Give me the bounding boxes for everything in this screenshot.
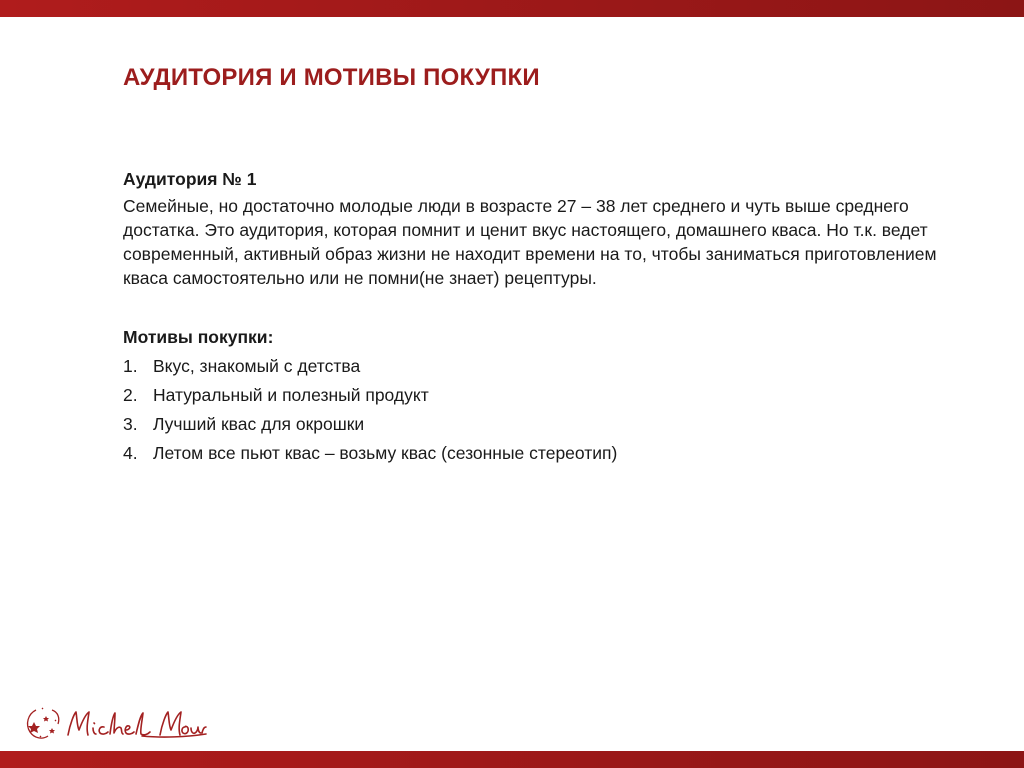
motive-text: Вкус, знакомый с детства <box>153 356 361 376</box>
motive-number: 4. <box>123 443 138 463</box>
brand-logo <box>22 700 207 750</box>
motive-text: Натуральный и полезный продукт <box>153 385 429 405</box>
motive-text: Лучший квас для окрошки <box>153 414 365 434</box>
signature-script <box>68 712 206 737</box>
star-wreath-icon <box>28 708 59 738</box>
slide-content <box>123 164 973 468</box>
audience-heading: Аудитория № 1 <box>123 169 257 189</box>
motive-item <box>123 439 973 468</box>
audience-description: Семейные, но достаточно молодые люди в возрасте 27 – 38 лет среднего и чуть выше среднего достатка. Это аудитория, которая помнит и ценит вкус настоящего, домашнего кваса. Но т.к. ведет современный, активный образ жизни не находит времени на то, чтобы заниматься приготовлением кваса самостоятельно или не помни(не знает) рецептуры. <box>123 196 937 288</box>
section-spacer <box>123 290 973 322</box>
motive-number: 1. <box>123 356 138 376</box>
motive-item <box>123 410 973 439</box>
bottom-accent-bar <box>0 751 1024 768</box>
motives-list <box>123 352 973 468</box>
slide-title: АУДИТОРИЯ И МОТИВЫ ПОКУПКИ <box>123 64 540 91</box>
motive-number: 3. <box>123 414 138 434</box>
top-accent-bar <box>0 0 1024 17</box>
motive-item <box>123 381 973 410</box>
motives-heading: Мотивы покупки: <box>123 327 274 347</box>
motive-number: 2. <box>123 385 138 405</box>
motive-item <box>123 352 973 381</box>
motive-text: Летом все пьют квас – возьму квас (сезонные стереотип) <box>153 443 618 463</box>
